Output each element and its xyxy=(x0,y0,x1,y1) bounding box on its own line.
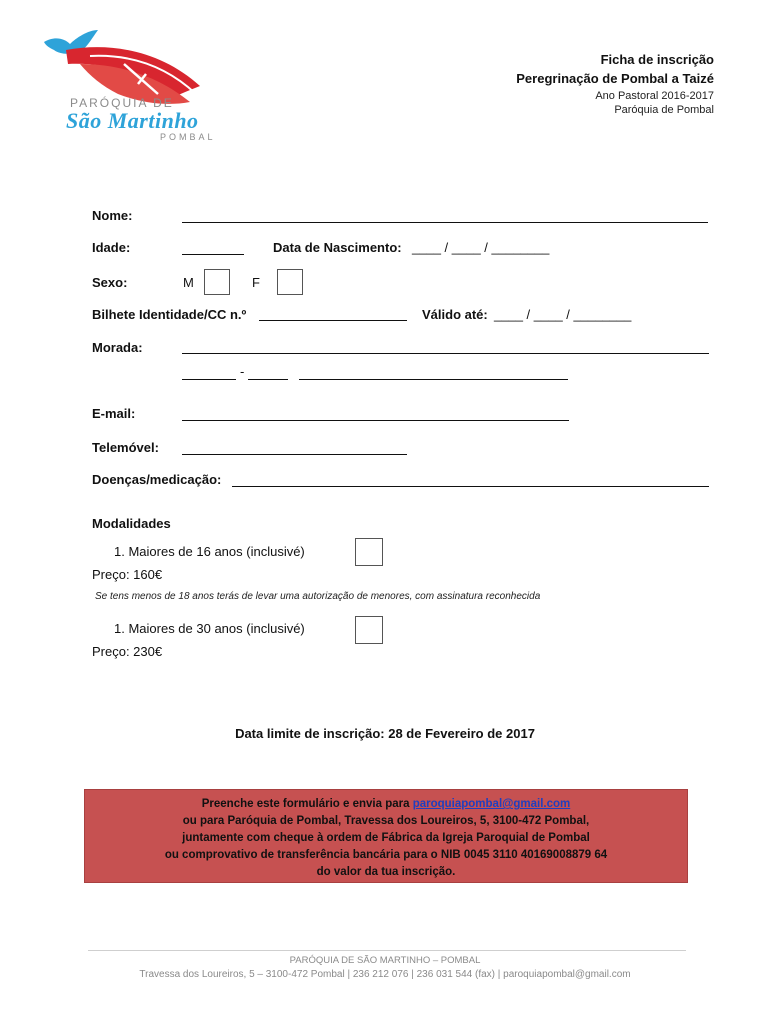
modalidade-option-16: 1. Maiores de 16 anos (inclusivé) xyxy=(114,544,305,559)
morada-field[interactable] xyxy=(182,353,709,354)
sexo-label: Sexo: xyxy=(92,275,128,290)
logo-text-paroquia: PARÓQUIA DE xyxy=(70,96,174,110)
idade-label: Idade: xyxy=(92,240,131,255)
bi-label: Bilhete Identidade/CC n.º xyxy=(92,307,247,322)
logo-text-pombal: POMBAL xyxy=(160,132,216,142)
postal-code-field-1[interactable] xyxy=(182,379,236,380)
banner-line-3: juntamente com cheque à ordem de Fábrica da Igreja Paroquial de Pombal xyxy=(182,832,590,844)
banner-line-1: Preenche este formulário e envia para paroquiapombal@gmail.com xyxy=(201,798,571,810)
morada-label: Morada: xyxy=(92,340,143,355)
footer-contacts: Travessa dos Loureiros, 5 – 3100-472 Pombal | 236 212 076 | 236 031 544 (fax) | paroquiapombal@gmail.com xyxy=(139,969,631,980)
valido-field[interactable]: ____ / ____ / ________ xyxy=(494,307,632,322)
footer-divider xyxy=(88,950,686,951)
submission-instructions-banner xyxy=(84,789,688,883)
doencas-field[interactable] xyxy=(232,486,709,487)
valido-label: Válido até: xyxy=(422,307,488,322)
telemovel-field[interactable] xyxy=(182,454,407,455)
footer-parish: PARÓQUIA DE SÃO MARTINHO – POMBAL xyxy=(289,955,481,966)
parish-name: Paróquia de Pombal xyxy=(614,104,714,116)
email-label: E-mail: xyxy=(92,406,136,421)
sexo-f-label: F xyxy=(252,275,260,290)
nome-field[interactable] xyxy=(182,222,708,223)
banner-line-2: ou para Paróquia de Pombal, Travessa dos Loureiros, 5, 3100-472 Pombal, xyxy=(182,815,590,827)
sexo-f-checkbox[interactable] xyxy=(277,269,303,295)
form-title: Ficha de inscrição xyxy=(600,52,714,67)
modalidades-title: Modalidades xyxy=(92,516,171,531)
modalidade-option-30: 1. Maiores de 30 anos (inclusivé) xyxy=(114,621,305,636)
idade-field[interactable] xyxy=(182,254,244,255)
sexo-m-checkbox[interactable] xyxy=(204,269,230,295)
modalidade-16-checkbox[interactable] xyxy=(355,538,383,566)
sexo-m-label: M xyxy=(183,275,194,290)
form-subtitle: Peregrinação de Pombal a Taizé xyxy=(516,71,714,86)
nascimento-label: Data de Nascimento: xyxy=(273,240,402,255)
bi-field[interactable] xyxy=(259,320,407,321)
telemovel-label: Telemóvel: xyxy=(92,440,159,455)
pastoral-year: Ano Pastoral 2016-2017 xyxy=(595,90,714,102)
logo-text-sao-martinho: São Martinho xyxy=(66,108,199,133)
price-30: Preço: 230€ xyxy=(92,644,163,659)
price-16: Preço: 160€ xyxy=(92,567,163,582)
modalidade-30-checkbox[interactable] xyxy=(355,616,383,644)
postal-code-field-2[interactable] xyxy=(248,379,288,380)
nome-label: Nome: xyxy=(92,208,133,223)
nascimento-field[interactable]: ____ / ____ / ________ xyxy=(412,240,550,255)
banner-line-4: ou comprovativo de transferência bancária para o NIB 0045 3110 40169008879 64 xyxy=(164,849,608,861)
deadline-text: Data limite de inscrição: 28 de Fevereiro de 2017 xyxy=(235,726,535,741)
localidade-field[interactable] xyxy=(299,379,568,380)
minors-note: Se tens menos de 18 anos terás de levar uma autorização de menores, com assinatura reconhecida xyxy=(95,591,541,602)
banner-line-5: do valor da tua inscrição. xyxy=(316,866,456,878)
email-field[interactable] xyxy=(182,420,569,421)
doencas-label: Doenças/medicação: xyxy=(92,472,222,487)
postal-code-separator: - xyxy=(240,364,245,379)
contact-email-link[interactable]: paroquiapombal@gmail.com xyxy=(412,798,571,810)
